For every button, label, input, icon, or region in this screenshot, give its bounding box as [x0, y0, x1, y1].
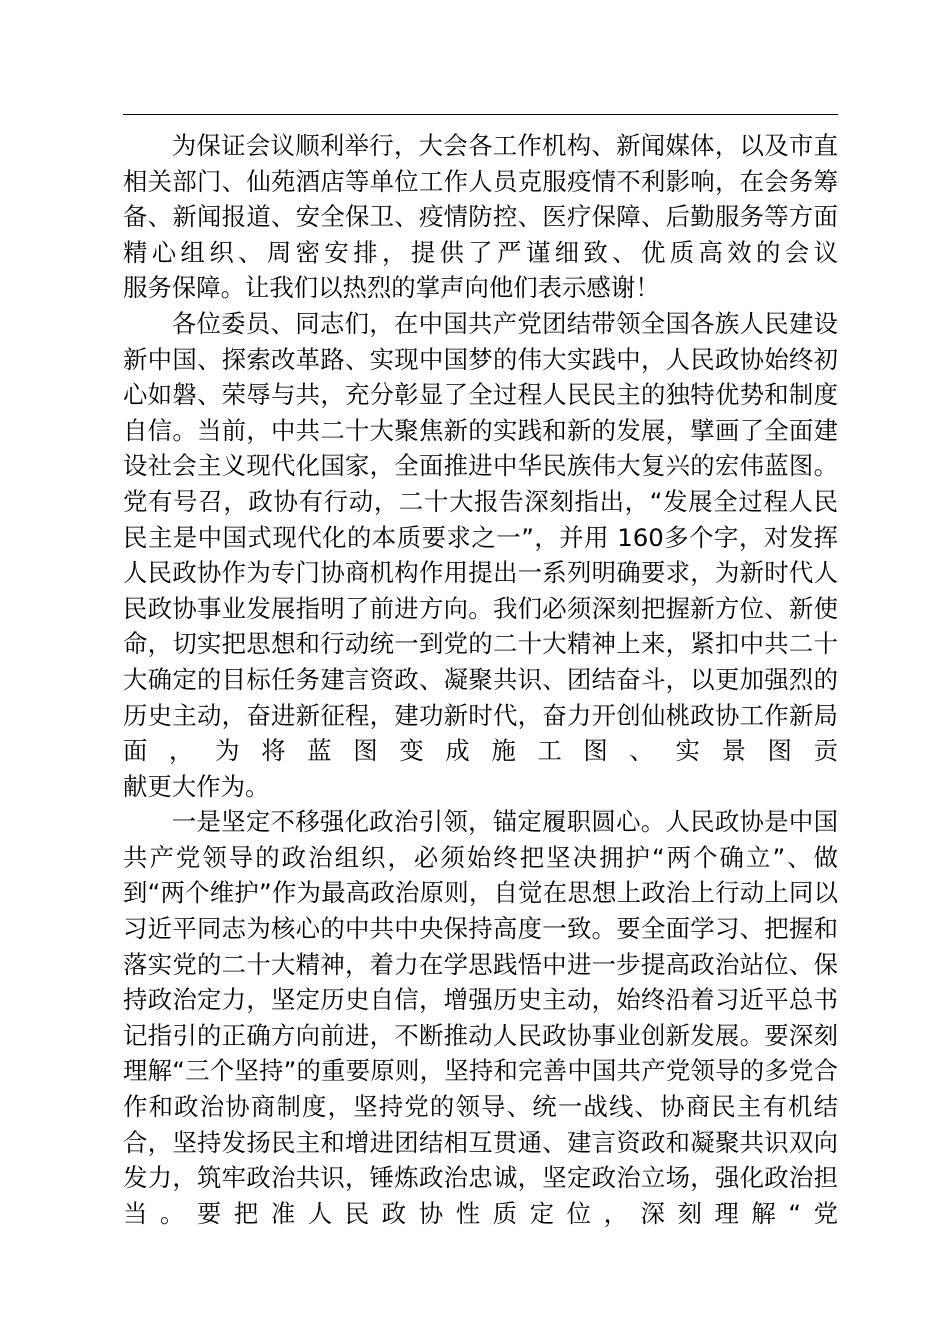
paragraph-committee-address — [123, 306, 838, 804]
paragraph-last-line: 献更大作为。 — [123, 771, 270, 801]
header-rule — [123, 114, 838, 115]
paragraph-political-guidance — [123, 804, 838, 1231]
document-body — [123, 128, 838, 1231]
paragraph-text: 一是坚定不移强化政治引领，锚定履职圆心。人民政协是中国共产党领导的政治组织，必须始终把坚决拥护“两个确立”、做到“两个维护”作为最高政治原则，自觉在思想上政治上行动上同以习近平同志为核心的中共中央保持高度一致。要全面学习、把握和落实党的二十大精神，着力在学思践悟中进一步提高政治站位、保持政治定力，坚定历史自信，增强历史主动，始终沿着习近平总书记指引的正确方向前进，不断推动人民政协事业创新发展。要深刻理解“三个坚持”的重要原则，坚持和完善中国共产党领导的多党合作和政治协商制度，坚持党的领导、统一战线、协商民主有机结合，坚持发扬民主和增进团结相互贯通、建言资政和凝聚共识双向发力，筑牢政治共识，锤炼政治忠诚，坚定政治立场，强化政治担当。要把准人民政协性质定位，深刻理解“党 — [123, 807, 838, 1228]
paragraph-text: 各位委员、同志们，在中国共产党团结带领全国各族人民建设新中国、探索改革路、实现中国梦的伟大实践中，人民政协始终初心如磐、荣辱与共，充分彰显了全过程人民民主的独特优势和制度自信。当前，中共二十大聚焦新的实践和新的发展，擘画了全面建设社会主义现代化国家，全面推进中华民族伟大复兴的宏伟蓝图。党有号召，政协有行动，二十大报告深刻指出，“发展全过程人民民主是中国式现代化的本质要求之一”，并用 160多个字，对发挥人民政协作为专门协商机构作用提出一系列明确要求，为新时代人民政协事业发展指明了前进方向。我们必须深刻把握新方位、新使命，切实把思想和行动统一到党的二十大精神上来，紧扣中共二十大确定的目标任务建言资政、凝聚共识、团结奋斗，以更加强烈的历史主动，奋进新征程，建功新时代，奋力开创仙桃政协工作新局面，为将蓝图变成施工图、实景图贡 — [123, 308, 838, 766]
paragraph-text: 为保证会议顺利举行，大会各工作机构、新闻媒体，以及市直相关部门、仙苑酒店等单位工作人员克服疫情不利影响，在会务筹备、新闻报道、安全保卫、疫情防控、医疗保障、后勤服务等方面精心组织、周密安排，提供了严谨细致、优质高效的会议 — [123, 131, 838, 267]
paragraph-last-line: 服务保障。让我们以热烈的掌声向他们表示感谢！ — [123, 273, 660, 303]
paragraph-service-thanks — [123, 128, 838, 306]
